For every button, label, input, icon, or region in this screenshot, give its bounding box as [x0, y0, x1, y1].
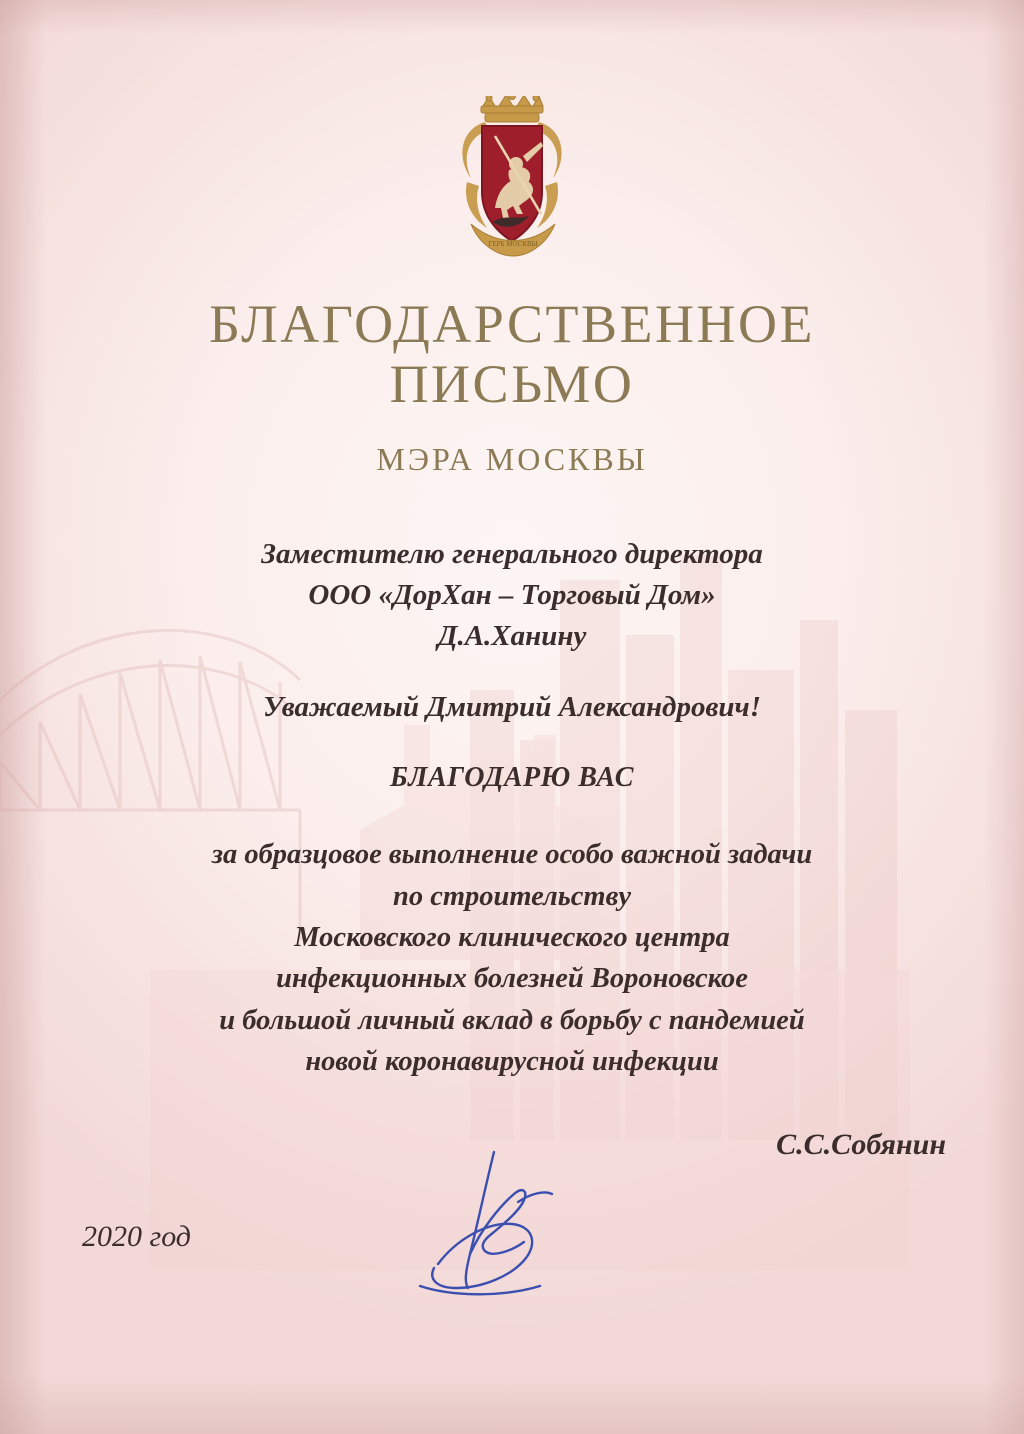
signature-area [60, 1128, 964, 1308]
reason-line: Московского клинического центра [294, 922, 730, 954]
svg-text:ГЕРБ МОСКВЫ: ГЕРБ МОСКВЫ [488, 240, 538, 248]
document-subtitle: МЭРА МОСКВЫ [376, 440, 648, 477]
signer-name: С.С.Собянин [776, 1128, 946, 1162]
handwritten-signature-icon [390, 1136, 650, 1306]
addressee-line: ООО «ДорХан – Торговый Дом» [308, 579, 716, 612]
title-line-1: БЛАГОДАРСТВЕННОЕ [209, 294, 815, 354]
addressee-line: Заместителю генерального директора [261, 537, 763, 570]
reason-line: и большой личный вклад в борьбу с пандемией [219, 1004, 805, 1036]
addressee-block [60, 534, 964, 658]
reason-line: новой коронавирусной инфекции [305, 1046, 719, 1078]
salutation-text: Уважаемый Дмитрий Александрович! [262, 691, 762, 724]
reason-block [60, 834, 964, 1082]
moscow-coat-of-arms-icon [437, 0, 587, 264]
addressee-line: Д.А.Ханину [437, 620, 587, 653]
thanks-statement: БЛАГОДАРЮ ВАС [390, 762, 634, 794]
document-title [60, 294, 964, 415]
reason-line: за образцовое выполнение особо важной задачи [211, 839, 813, 871]
reason-line: инфекционных болезней Вороновское [276, 963, 748, 995]
year-label: 2020 год [82, 1220, 191, 1254]
title-line-2: ПИСЬМО [389, 354, 635, 415]
reason-line: по строительству [393, 880, 631, 912]
